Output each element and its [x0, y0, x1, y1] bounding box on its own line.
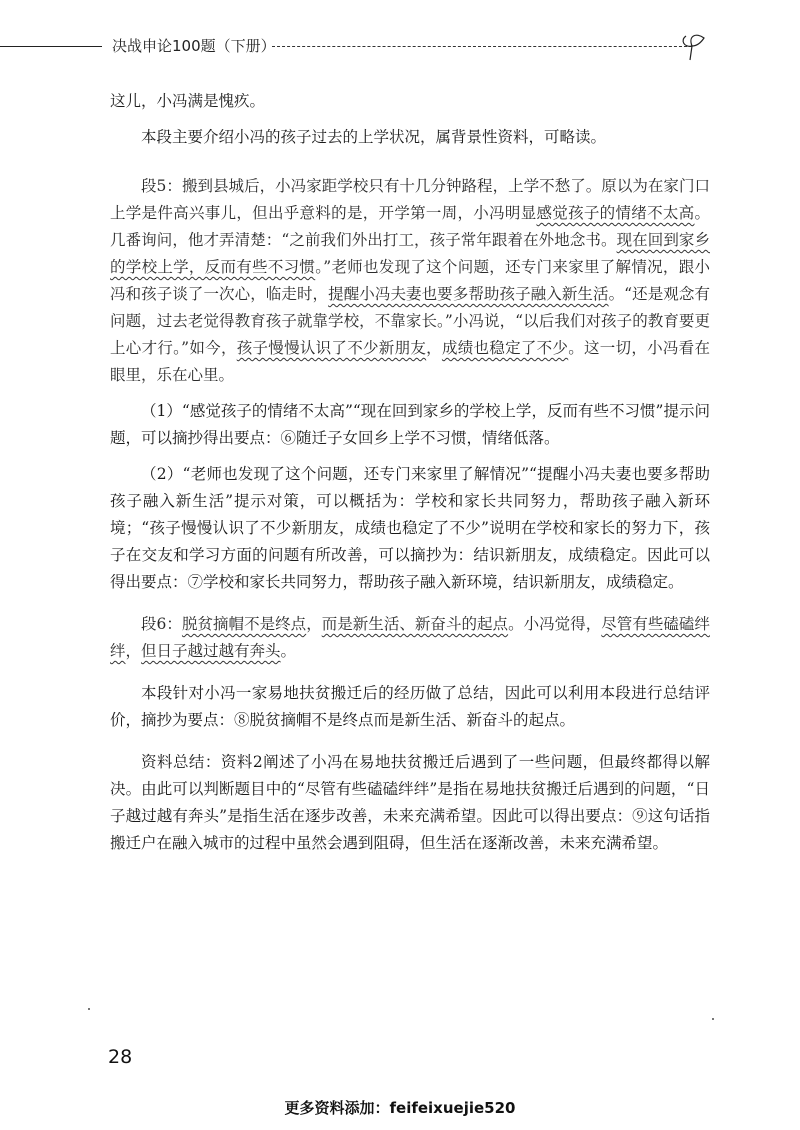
paragraph-7-analysis: 本段针对小冯一家易地扶贫搬迁后的经历做了总结，因此可以利用本段进行总结评价，摘抄为要点：⑧脱贫摘帽不是终点而是新生活、新奋斗的起点。	[110, 684, 710, 729]
wavy-underline-segment: 提醒小冯夫妻也要多帮助孩子融入新生活	[328, 285, 609, 303]
paragraph-6-source	[110, 611, 710, 665]
text-segment: ，	[306, 615, 322, 633]
scan-speck	[88, 1008, 90, 1010]
scan-speck	[712, 1018, 714, 1020]
wavy-underline-segment: 现在回到家乡的学校上学，反而有些不习惯	[110, 231, 710, 276]
wavy-underline-segment: 孩子慢慢认识了不少新朋友	[236, 339, 427, 357]
text-segment: 段5：搬到县城后，小冯家距学校只有十几分钟路程，上学不愁了。原以为在家门口上学是件高兴事儿，但出乎意料的是，开学第一周，小冯明显	[110, 177, 710, 222]
wavy-underline-segment: 尽管有些磕磕绊绊	[110, 615, 710, 660]
header-rule-right	[272, 46, 692, 47]
paragraph-4-analysis: （1）“感觉孩子的情绪不太高”“现在回到家乡的学校上学，反而有些不习惯”提示问题，可以摘抄得出要点：⑥随迁子女回乡上学不习惯，情绪低落。	[110, 402, 710, 447]
wavy-underline-segment: 脱贫摘帽不是终点	[181, 615, 307, 633]
text-segment: 。这一切，小冯看在眼里，乐在心里。	[110, 339, 710, 384]
paragraph-5-analysis: （2）“老师也发现了这个问题，还专门来家里了解情况”“提醒小冯夫妻也要多帮助孩子融入新生活”提示对策，可以概括为：学校和家长共同努力，帮助孩子融入新环境；“孩子慢慢认识了不少新朋友，成绩也稳定了不少”说明在学校和家长的努力下，孩子在交友和学习方面的问题有所改善，可以摘抄为：结识新朋友，成绩稳定。因此可以得出要点：⑦学校和家长共同努力，帮助孩子融入新环境，结识新朋友，成绩稳定。	[110, 465, 710, 591]
sprout-icon	[682, 30, 722, 62]
text-segment: 。“还是观念有问题，过去老觉得教育孩子就靠学校，不靠家长。”小冯说，“以后我们对孩子的教育要更上心才行。”如今，	[110, 285, 710, 357]
wavy-underline-segment: 而是新生活、新奋斗的起点	[321, 615, 509, 633]
book-title: 决战申论100题（下册）	[112, 37, 276, 55]
paragraph-1: 这儿，小冯满是愧疚。	[110, 92, 266, 110]
text-segment: 。”老师也发现了这个问题，还专门来家里了解情况，跟小冯和孩子谈了一次心，临走时，	[110, 258, 710, 303]
text-segment: 。几番询问，他才弄清楚：“之前我们外出打工，孩子常年跟着在外地念书。	[110, 204, 710, 249]
text-segment: 。小冯觉得，	[508, 615, 602, 633]
text-segment: 。	[280, 642, 297, 660]
header-rule-left	[0, 46, 102, 47]
text-segment: ，	[125, 642, 142, 660]
paragraph-8-summary: 资料总结：资料2阐述了小冯在易地扶贫搬迁后遇到了一些问题，但最终都得以解决。由此可以判断题目中的“尽管有些磕磕绊绊”是指在易地扶贫搬迁后遇到的问题，“日子越过越有奔头”是指生活在逐步改善，未来充满希望。因此可以得出要点：⑨这句话指搬迁户在融入城市的过程中虽然会遇到阻碍，但生活在逐渐改善，未来充满希望。	[110, 753, 710, 852]
wavy-underline-segment: 感觉孩子的情绪不太高	[536, 204, 695, 222]
footer-note: 更多资料添加：feifeixuejie520	[284, 1099, 516, 1117]
text-segment: ，	[426, 339, 442, 357]
text-segment: 段6：	[141, 615, 182, 633]
paragraph-2-analysis: 本段主要介绍小冯的孩子过去的上学状况，属背景性资料，可略读。	[141, 128, 607, 146]
wavy-underline-segment: 成绩也稳定了不少	[441, 339, 569, 357]
running-header	[0, 30, 800, 62]
wavy-underline-segment: 但日子越过越有奔头	[141, 642, 281, 660]
page-number: 28	[108, 1046, 133, 1068]
page-body	[110, 88, 710, 857]
paragraph-3-source	[110, 173, 710, 389]
